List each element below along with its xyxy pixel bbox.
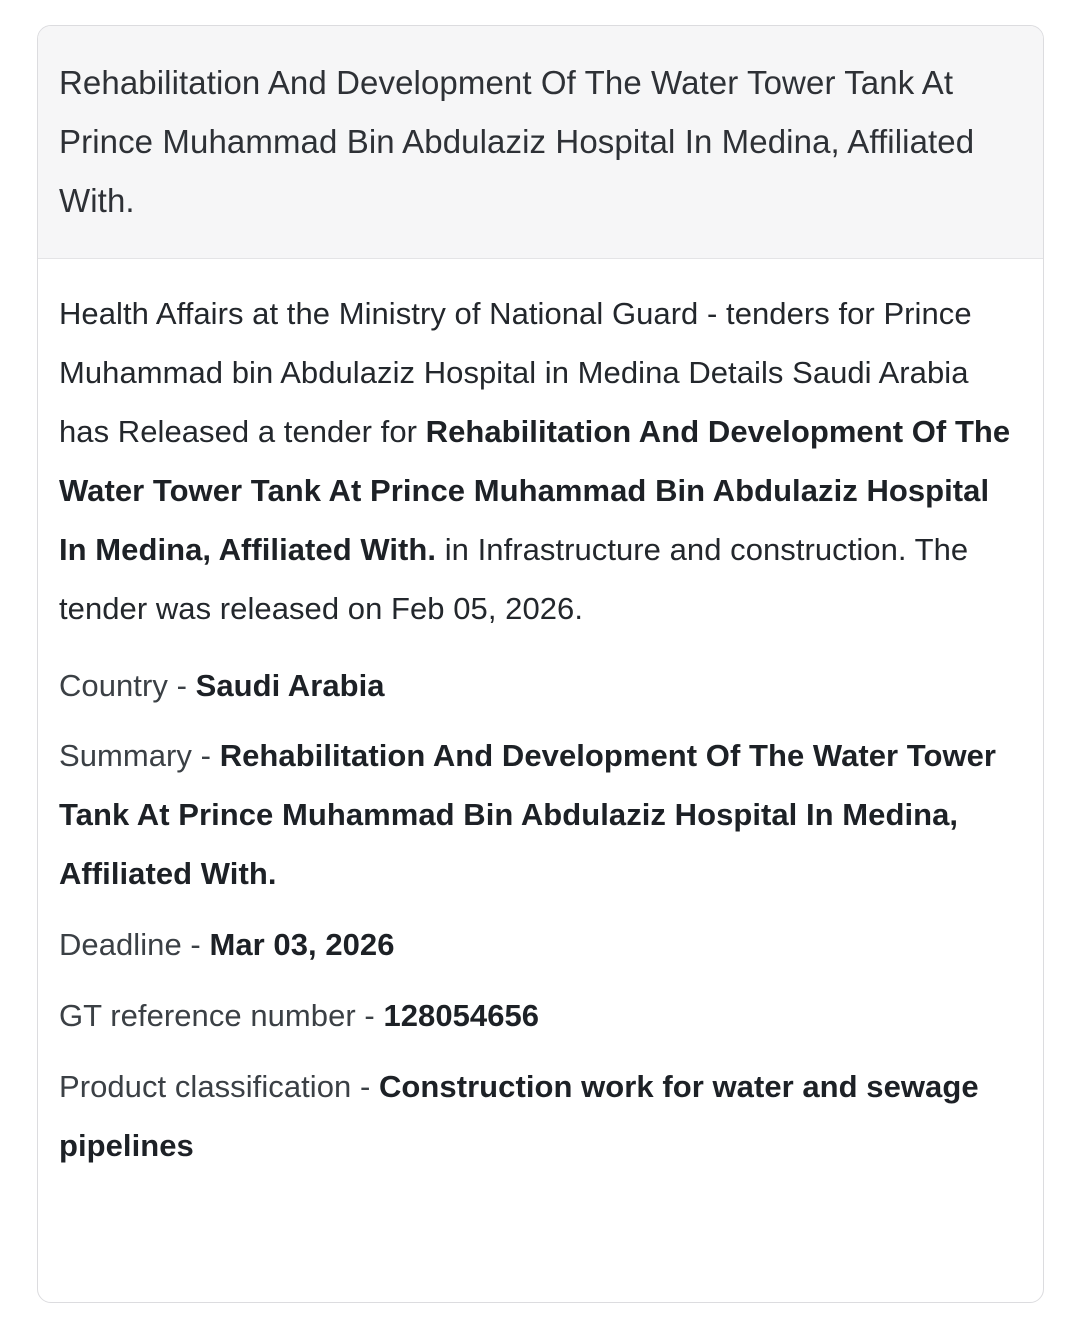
- detail-separator: -: [181, 927, 210, 963]
- detail-row-country: [59, 657, 1019, 716]
- description-tender-name: Rehabilitation And Development Of The Water Tower Tank At Prince Muhammad Bin Abdulaziz Hospital In Medina, Affiliated With.: [59, 413, 1011, 567]
- detail-row-gt-reference-number: [59, 987, 1019, 1046]
- detail-label-summary: Summary: [59, 738, 192, 774]
- detail-separator: -: [191, 738, 220, 774]
- detail-separator: -: [355, 997, 384, 1033]
- detail-row-product-classification: [59, 1058, 1019, 1176]
- detail-value-deadline: Mar 03, 2026: [209, 927, 395, 963]
- detail-label-product-classification: Product classification: [59, 1068, 352, 1104]
- tender-detail-list: [59, 657, 1019, 1176]
- tender-description: [59, 285, 1019, 638]
- detail-separator: -: [351, 1068, 379, 1104]
- tender-detail-card: [37, 25, 1044, 1303]
- description-outro: in Infrastructure and construction. The tender was released on Feb 05, 2026.: [59, 531, 969, 626]
- detail-label-country: Country: [59, 667, 168, 703]
- detail-value-product-classification: Construction work for water and sewage pipelines: [59, 1068, 979, 1163]
- detail-row-summary: [59, 727, 1019, 904]
- detail-label-deadline: Deadline: [59, 927, 182, 963]
- detail-value-gt-reference-number: 128054656: [383, 997, 540, 1033]
- page-title: Rehabilitation And Development Of The Water Tower Tank At Prince Muhammad Bin Abdulaziz Hospital In Medina, Affiliated With.: [59, 64, 975, 220]
- detail-separator: -: [167, 667, 196, 703]
- detail-value-country: Saudi Arabia: [195, 667, 385, 703]
- description-intro: Health Affairs at the Ministry of National Guard - tenders for Prince Muhammad bin Abdulaziz Hospital in Medina Details Saudi Arabia has Released a tender for: [59, 296, 972, 449]
- detail-label-gt-reference-number: GT reference number: [59, 997, 356, 1033]
- card-header: [38, 26, 1043, 259]
- card-body: [38, 259, 1043, 1205]
- detail-value-summary: Rehabilitation And Development Of The Water Tower Tank At Prince Muhammad Bin Abdulaziz Hospital In Medina, Affiliated With.: [59, 738, 997, 892]
- detail-row-deadline: [59, 916, 1019, 975]
